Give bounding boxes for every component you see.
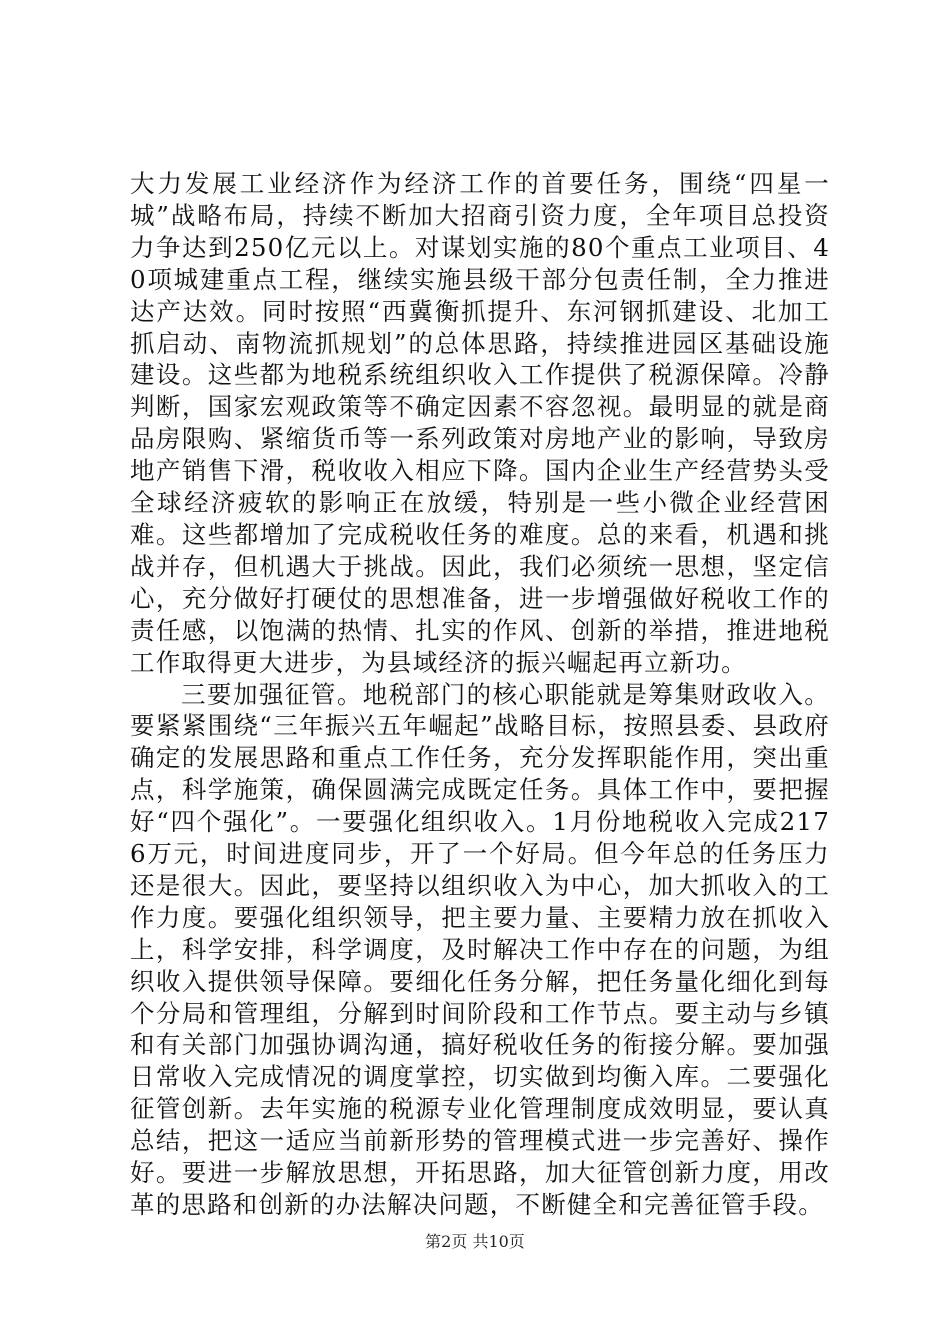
paragraph-strengthen-collection: 三要加强征管。地税部门的核心职能就是筹集财政收入。要紧紧围绕“三年振兴五年崛起”战略目标，按照县委、县政府确定的发展思路和重点工作任务，充分发挥职能作用，突出重点，科学施策，确保圆满完成既定任务。具体工作中，要把握好“四个强化”。一要强化组织收入。1月份地税收入完成2176万元，时间进度同步，开了一个好局。但今年总的任务压力还是很大。因此，要坚持以组织收入为中心，加大抓收入的工作力度。要强化组织领导，把主要力量、主要精力放在抓收入上，科学安排，科学调度，及时解决工作中存在的问题，为组织收入提供领导保障。要细化任务分解，把任务量化细化到每个分局和管理组，分解到时间阶段和工作节点。要主动与乡镇和有关部门加强协调沟通，搞好税收任务的衔接分解。要加强日常收入完成情况的调度掌控，切实做到均衡入库。二要强化征管创新。去年实施的税源专业化管理制度成效明显，要认真总结，把这一适应当前新形势的管理模式进一步完善好、操作好。要进一步解放思想，开拓思路，加大征管创新力度，用改革的思路和创新的办法解决问题，不断健全和完善征管手段。 bbox=[130, 679, 830, 1219]
page-number-footer: 第2页 共10页 bbox=[425, 1232, 525, 1251]
paragraph-continued: 大力发展工业经济作为经济工作的首要任务，围绕“四星一城”战略布局，持续不断加大招商引资力度，全年项目总投资力争达到250亿元以上。对谋划实施的80个重点工业项目、40项城建重点工程，继续实施县级干部分包责任制，全力推进达产达效。同时按照“西冀衡抓提升、东河钢抓建设、北加工抓启动、南物流抓规划”的总体思路，持续推进园区基础设施建设。这些都为地税系统组织收入工作提供了税源保障。冷静判断，国家宏观政策等不确定因素不容忽视。最明显的就是商品房限购、紧缩货币等一系列政策对房地产业的影响，导致房地产销售下滑，税收收入相应下降。国内企业生产经营势头受全球经济疲软的影响正在放缓，特别是一些小微企业经营困难。这些都增加了完成税收任务的难度。总的来看，机遇和挑战并存，但机遇大于挑战。因此，我们必须统一思想，坚定信心，充分做好打硬仗的思想准备，进一步增强做好税收工作的责任感，以饱满的热情、扎实的作风、创新的举措，推进地税工作取得更大进步，为县域经济的振兴崛起再立新功。 bbox=[130, 169, 830, 677]
document-body bbox=[130, 168, 830, 1221]
